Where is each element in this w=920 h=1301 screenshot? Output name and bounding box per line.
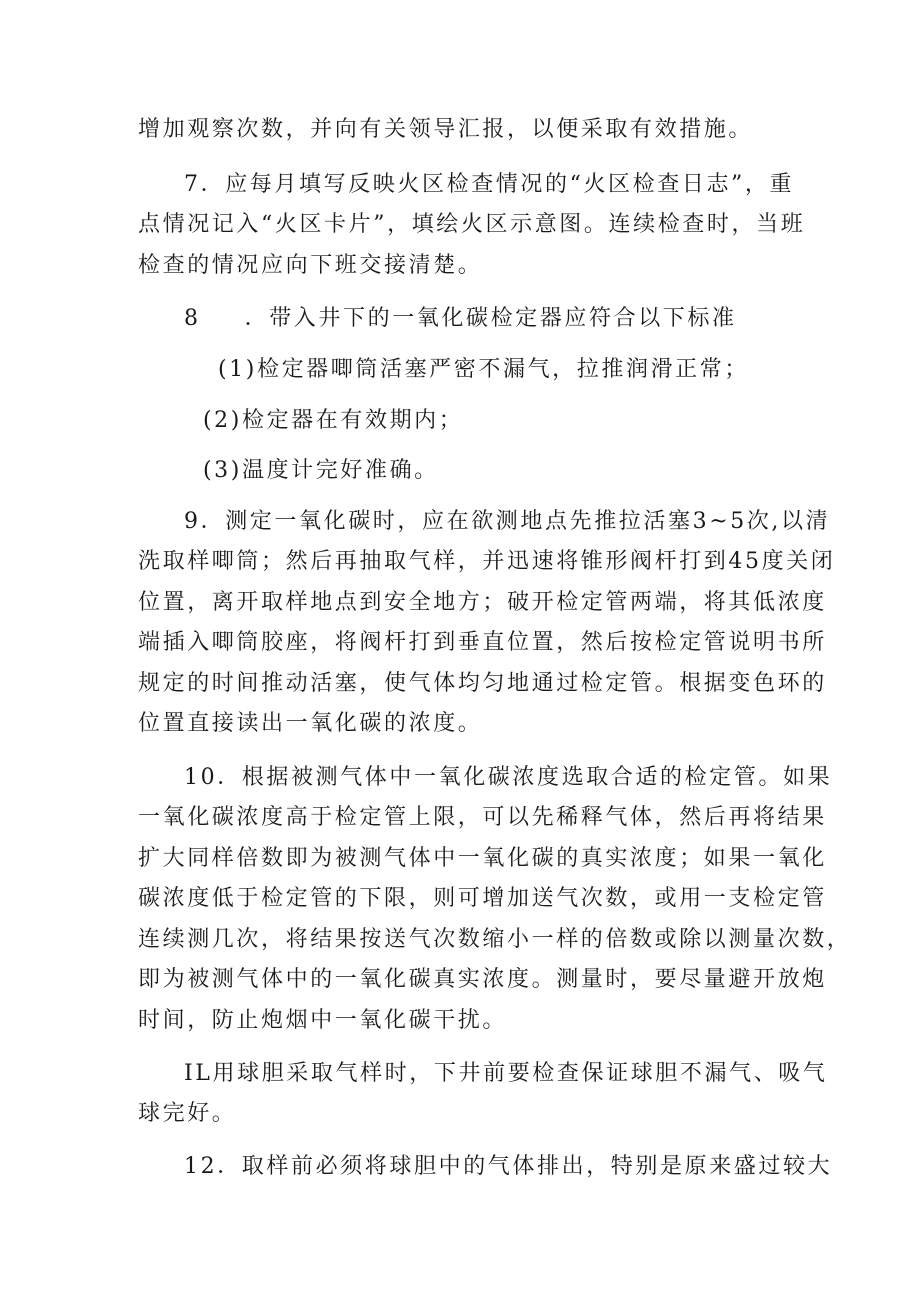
- text-line: 增加观察次数，并向有关领导汇报，以便采取有效措施。: [138, 117, 754, 142]
- text-line: 即为被测气体中的一氧化碳真实浓度。测量时，要尽量避开放炮: [138, 967, 827, 992]
- text-line: 规定的时间推动活塞，使气体均匀地通过检定管。根据变色环的: [138, 671, 827, 696]
- text-line: 扩大同样倍数即为被测气体中一氧化碳的真实浓度；如果一氧化: [138, 846, 827, 871]
- text-line: 位置直接读出一氧化碳的浓度。: [138, 711, 483, 736]
- text-line: 球完好。: [138, 1101, 237, 1126]
- text-line: 9．测定一氧化碳时，应在欲测地点先推拉活塞3~5次,以清: [184, 509, 831, 534]
- text-line: 位置，离开取样地点到安全地方；破开检定管两端，将其低浓度: [138, 590, 827, 615]
- text-line: 7．应每月填写反映火区检查情况的“火区检查日志”，重: [184, 172, 795, 197]
- text-line: 洗取样唧筒；然后再抽取气样，并迅速将锥形阀杆打到45度关闭: [138, 549, 836, 574]
- text-line: 10．根据被测气体中一氧化碳浓度选取合适的检定管。如果: [184, 765, 833, 790]
- text-line: 端插入唧筒胶座，将阀杆打到垂直位置，然后按检定管说明书所: [138, 630, 827, 655]
- text-line: 碳浓度低于检定管的下限，则可增加送气次数，或用一支检定管: [138, 886, 827, 911]
- text-line: IL用球胆采取气样时，下井前要检查保证球胆不漏气、吸气: [184, 1061, 828, 1086]
- sub-item-line: (1)检定器唧筒活塞严密不漏气，拉推润滑正常；: [218, 357, 749, 382]
- text-line: 点情况记入“火区卡片”，填绘火区示意图。连续检查时，当班: [138, 212, 806, 237]
- sub-item-line: (3)温度计完好准确。: [203, 458, 439, 483]
- item-text: ．带入井下的一氧化碳检定器应符合以下标准: [244, 306, 737, 331]
- sub-item-line: (2)检定器在有效期内；: [203, 408, 464, 433]
- text-line: 检查的情况应向下班交接清楚。: [138, 253, 483, 278]
- text-line: 一氧化碳浓度高于检定管上限，可以先稀释气体，然后再将结果: [138, 805, 827, 830]
- item-number: 8: [184, 306, 201, 331]
- text-line: 时间，防止炮烟中一氧化碳干扰。: [138, 1008, 508, 1033]
- text-line: 12．取样前必须将球胆中的气体排出，特别是原来盛过较大: [184, 1154, 833, 1179]
- text-line: 连续测几次，将结果按送气次数缩小一样的倍数或除以测量次数，: [138, 927, 852, 952]
- item-8-line: [184, 304, 737, 334]
